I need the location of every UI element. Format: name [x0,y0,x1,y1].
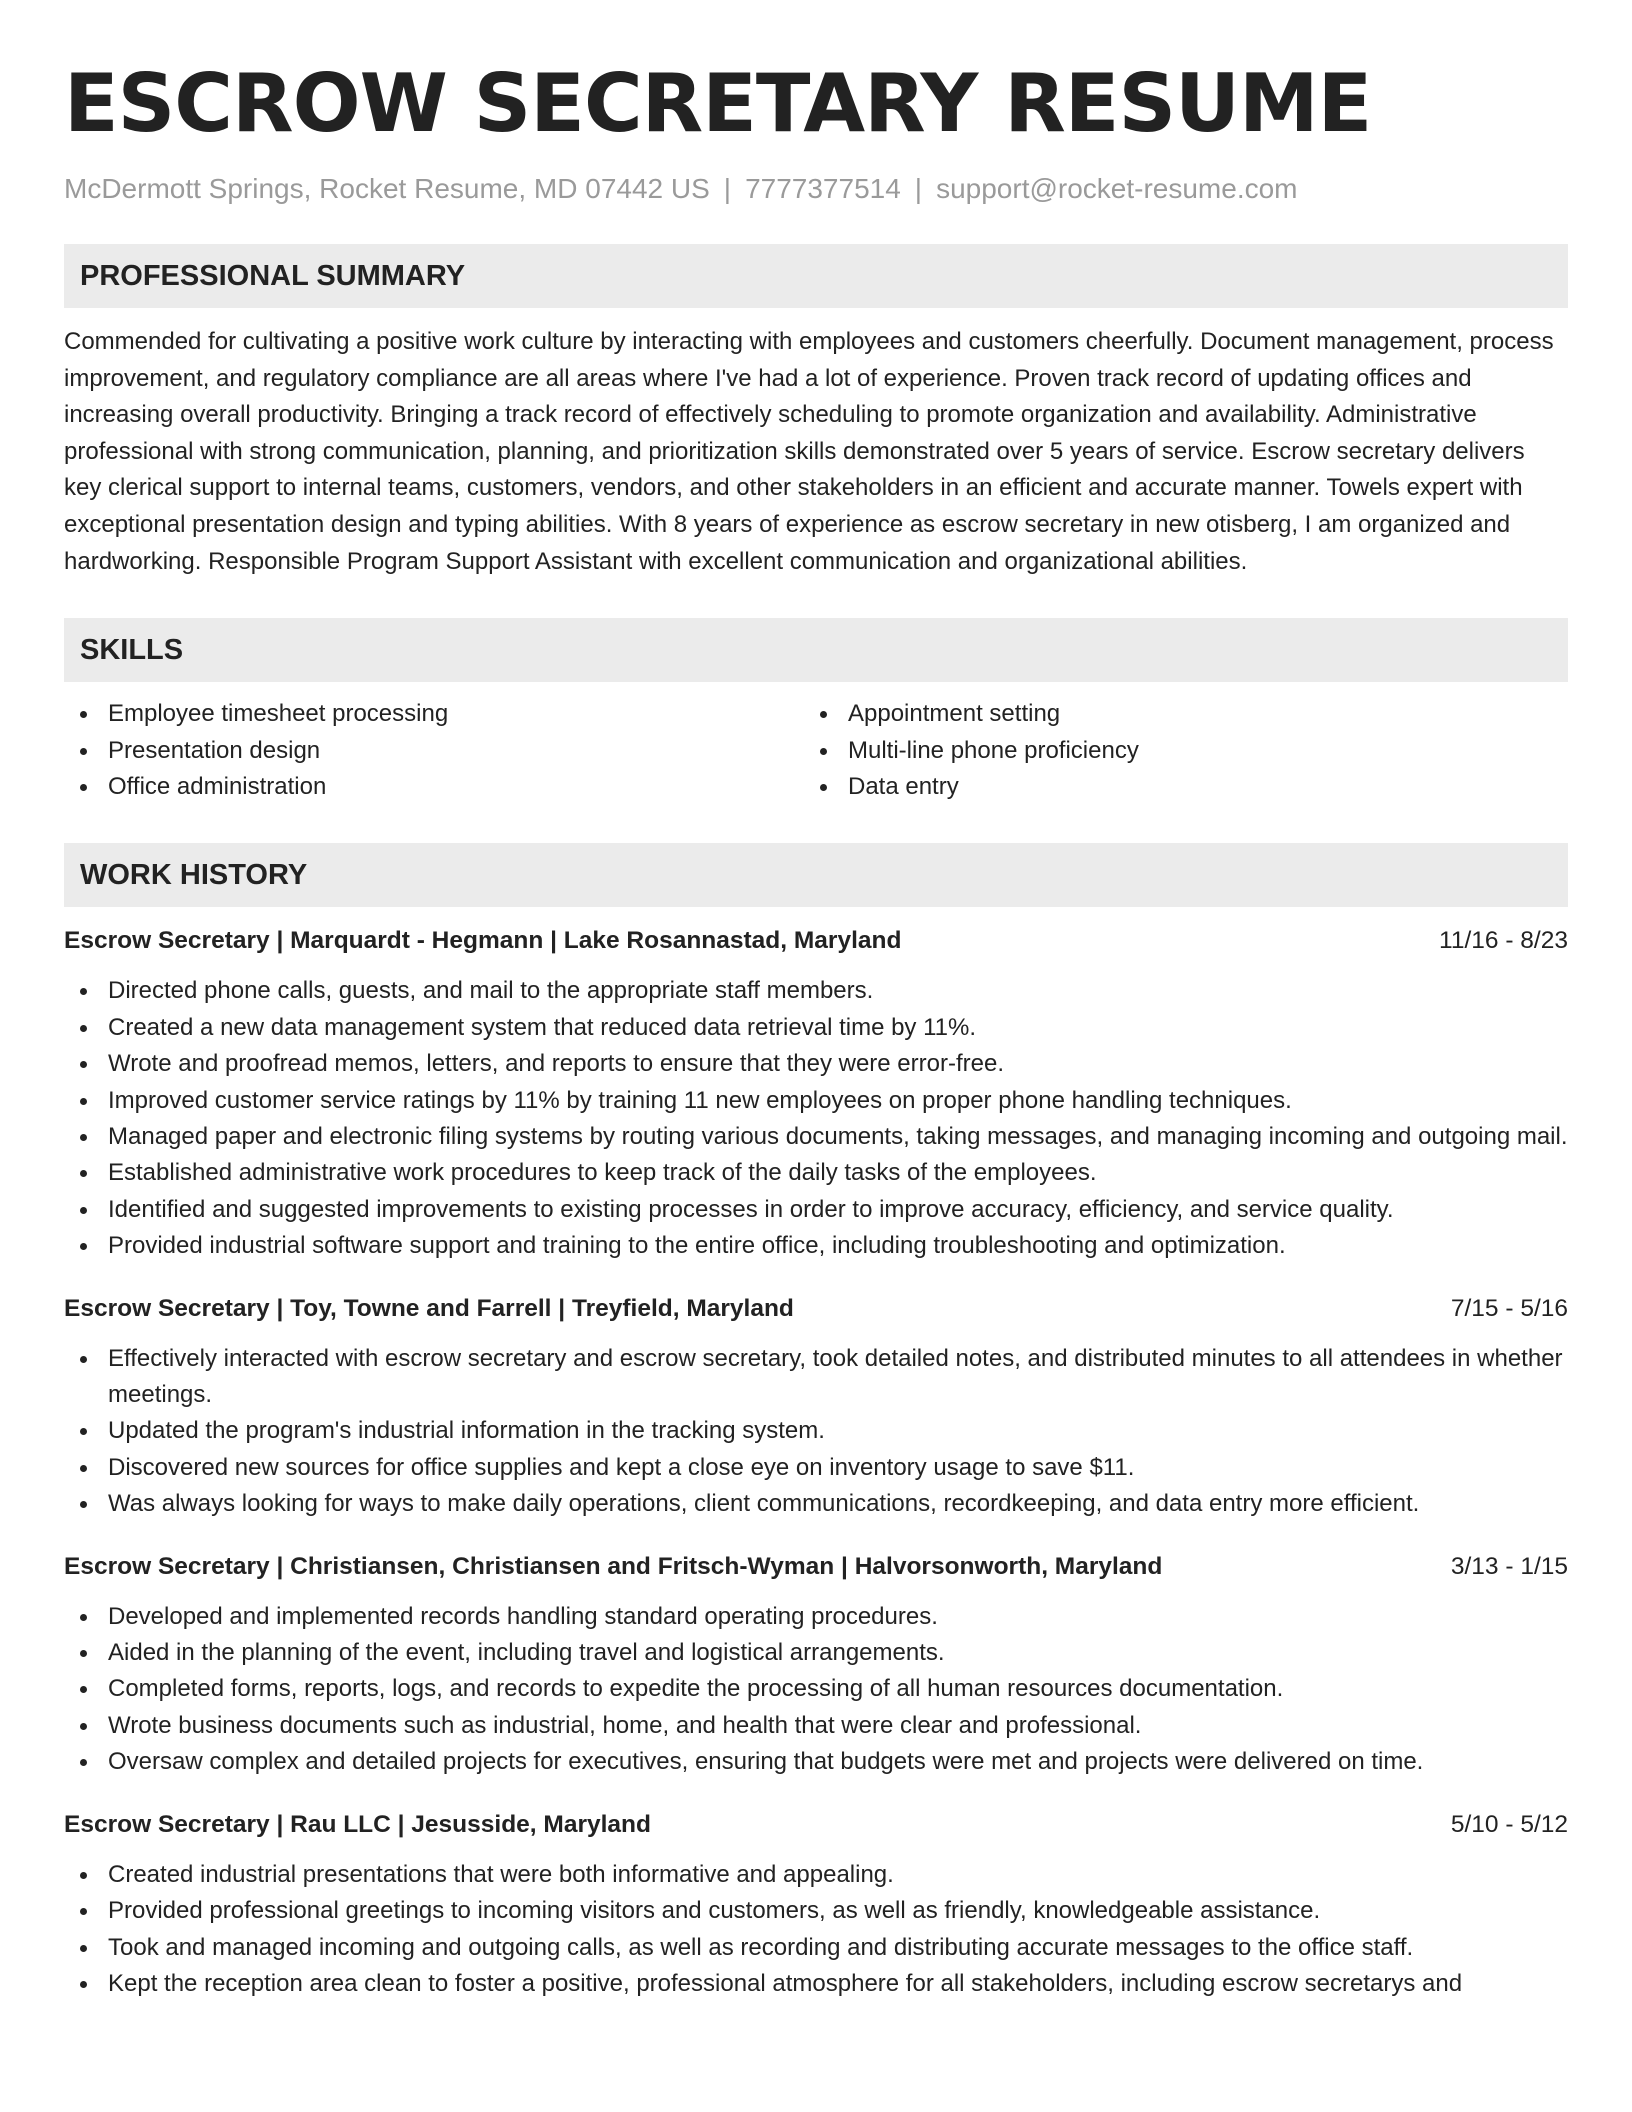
job-bullet: Oversaw complex and detailed projects for executives, ensuring that budgets were met and projects were delivered on time. [64,1744,1568,1780]
contact-line [64,172,1568,206]
job-bullet: Wrote and proofread memos, letters, and reports to ensure that they were error-free. [64,1046,1568,1082]
job-bullet: Discovered new sources for office supplies and kept a close eye on inventory usage to save $11. [64,1450,1568,1486]
skill-item: Employee timesheet processing [64,696,804,732]
job-bullet: Identified and suggested improvements to existing processes in order to improve accuracy, efficiency, and service quality. [64,1192,1568,1228]
job-bullet: Established administrative work procedures to keep track of the daily tasks of the employees. [64,1155,1568,1191]
job-dates: 11/16 - 8/23 [1439,927,1568,955]
job-bullets [64,973,1568,1264]
job-title: Escrow Secretary | Christiansen, Christiansen and Fritsch-Wyman | Halvorsonworth, Maryland [64,1552,1163,1580]
job-entry [64,923,1568,1264]
job-bullet: Completed forms, reports, logs, and records to expedite the processing of all human resources documentation. [64,1671,1568,1707]
contact-separator: | [914,173,923,204]
skill-item: Presentation design [64,733,804,769]
job-title: Escrow Secretary | Marquardt - Hegmann | Lake Rosannastad, Maryland [64,927,902,955]
job-bullet: Created a new data management system that reduced data retrieval time by 11%. [64,1010,1568,1046]
job-bullet: Created industrial presentations that were both informative and appealing. [64,1857,1568,1893]
job-header [64,1549,1568,1585]
summary-text: Commended for cultivating a positive work culture by interacting with employees and customers cheerfully. Document management, process improvement, and regulatory compliance are all areas where I've had a lot of experience. Proven track record of updating offices and increasing overall productivity. Bringing a track record of effectively scheduling to promote organization and availability. Administrative professional with strong communication, planning, and prioritization skills demonstrated over 5 years of service. Escrow secretary delivers key clerical support to internal teams, customers, vendors, and other stakeholders in an efficient and accurate manner. Towels expert with exceptional presentation design and typing abilities. With 8 years of experience as escrow secretary in new otisberg, I am organized and hardworking. Responsible Program Support Assistant with excellent communication and organizational abilities. [64,328,1554,575]
contact-phone: 7777377514 [745,173,901,204]
skill-item: Data entry [804,769,1544,805]
job-header [64,923,1568,959]
skill-item: Multi-line phone proficiency [804,733,1544,769]
job-bullet: Aided in the planning of the event, including travel and logistical arrangements. [64,1635,1568,1671]
job-entry [64,1549,1568,1781]
job-bullets [64,1599,1568,1781]
job-title: Escrow Secretary | Toy, Towne and Farrell | Treyfield, Maryland [64,1294,794,1322]
contact-email: support@rocket-resume.com [936,173,1298,204]
job-header [64,1291,1568,1327]
job-bullet: Developed and implemented records handling standard operating procedures. [64,1599,1568,1635]
job-bullet: Updated the program's industrial information in the tracking system. [64,1413,1568,1449]
skill-item: Office administration [64,769,804,805]
job-bullets [64,1341,1568,1523]
job-bullet: Took and managed incoming and outgoing calls, as well as recording and distributing accurate messages to the office staff. [64,1930,1568,1966]
job-entry [64,1291,1568,1523]
job-entry [64,1807,1568,2003]
skills-heading: SKILLS [80,633,184,666]
job-bullet: Wrote business documents such as industrial, home, and health that were clear and professional. [64,1708,1568,1744]
job-bullet: Managed paper and electronic filing systems by routing various documents, taking messages, and managing incoming and outgoing mail. [64,1119,1568,1155]
job-bullet: Kept the reception area clean to foster a positive, professional atmosphere for all stakeholders, including escrow secretarys and [64,1966,1568,2002]
job-dates: 3/13 - 1/15 [1450,1552,1568,1580]
job-bullet: Improved customer service ratings by 11% by training 11 new employees on proper phone handling techniques. [64,1083,1568,1119]
job-bullets [64,1857,1568,2003]
summary-section-header [64,244,1568,308]
summary-heading: PROFESSIONAL SUMMARY [80,259,466,292]
skills-list [64,696,1568,805]
job-bullet: Effectively interacted with escrow secretary and escrow secretary, took detailed notes, and distributed minutes to all attendees in whether meetings. [64,1341,1568,1414]
job-dates: 5/10 - 5/12 [1450,1810,1568,1838]
skills-column-left [64,696,804,805]
job-dates: 7/15 - 5/16 [1450,1294,1568,1322]
job-bullet: Provided industrial software support and training to the entire office, including troubleshooting and optimization. [64,1228,1568,1264]
resume-title: ESCROW SECRETARY RESUME [64,57,1372,150]
job-bullet: Provided professional greetings to incoming visitors and customers, as well as friendly, knowledgeable assistance. [64,1893,1568,1929]
work-heading: WORK HISTORY [80,858,308,891]
contact-address: McDermott Springs, Rocket Resume, MD 07442 US [64,173,710,204]
job-header [64,1807,1568,1843]
job-bullet: Directed phone calls, guests, and mail to the appropriate staff members. [64,973,1568,1009]
contact-separator: | [723,173,732,204]
job-title: Escrow Secretary | Rau LLC | Jesusside, Maryland [64,1810,651,1838]
skills-column-right [804,696,1544,805]
skills-section-header [64,618,1568,682]
job-bullet: Was always looking for ways to make daily operations, client communications, recordkeeping, and data entry more efficient. [64,1486,1568,1522]
skill-item: Appointment setting [804,696,1544,732]
work-section-header [64,843,1568,907]
